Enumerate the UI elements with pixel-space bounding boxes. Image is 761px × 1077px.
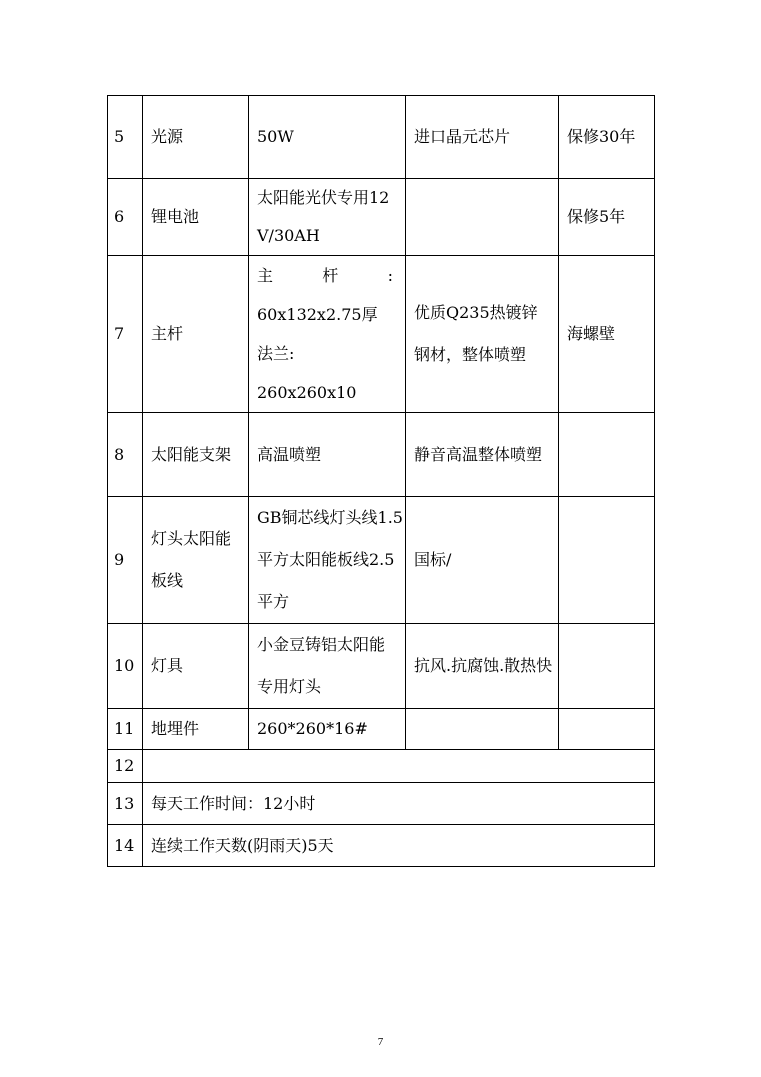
main-pole-value: 60x132x2.75厚 (257, 305, 378, 324)
item-name: 锂电池 (143, 179, 249, 256)
table-row (108, 624, 655, 709)
item-spec: 太阳能光伏专用12V/30AH (249, 179, 406, 256)
row-number: 5 (108, 96, 143, 179)
item-spec (249, 256, 406, 413)
item-spec: 50W (249, 96, 406, 179)
item-name: 光源 (143, 96, 249, 179)
row-number: 10 (108, 624, 143, 709)
item-name: 灯具 (143, 624, 249, 709)
table-row (108, 256, 655, 413)
table-row (108, 709, 655, 750)
item-desc (406, 179, 559, 256)
spec-table (107, 95, 655, 867)
item-spec: 小金豆铸铝太阳能 专用灯头 (249, 624, 406, 709)
flange-label: 法兰: (257, 344, 295, 363)
row-number: 12 (108, 750, 143, 783)
item-desc: 静音高温整体喷塑 (406, 413, 559, 497)
item-name: 地埋件 (143, 709, 249, 750)
item-note (559, 413, 655, 497)
table-row (108, 750, 655, 783)
table-row (108, 413, 655, 497)
item-desc: 抗风.抗腐蚀.散热快 (406, 624, 559, 709)
flange-value: 260x260x10 (257, 383, 357, 402)
item-note (559, 709, 655, 750)
row-number: 9 (108, 497, 143, 624)
main-pole-label: 主 杆 : (257, 266, 393, 285)
item-spec: 高温喷塑 (249, 413, 406, 497)
row-number: 13 (108, 783, 143, 825)
item-name: 主杆 (143, 256, 249, 413)
item-note: 保修5年 (559, 179, 655, 256)
item-note: 保修30年 (559, 96, 655, 179)
row-number: 14 (108, 825, 143, 867)
item-note: 海螺壁 (559, 256, 655, 413)
item-note (559, 624, 655, 709)
table-row (108, 825, 655, 867)
item-name: 太阳能支架 (143, 413, 249, 497)
table-row (108, 783, 655, 825)
table-row (108, 497, 655, 624)
row-number: 11 (108, 709, 143, 750)
item-desc: 进口晶元芯片 (406, 96, 559, 179)
item-note (559, 497, 655, 624)
rainy-days: 连续工作天数(阴雨天)5天 (143, 825, 655, 867)
item-spec: 260*260*16# (249, 709, 406, 750)
work-hours: 每天工作时间：12小时 (143, 783, 655, 825)
item-desc: 国标/ (406, 497, 559, 624)
row-number: 6 (108, 179, 143, 256)
table-row (108, 179, 655, 256)
row-number: 7 (108, 256, 143, 413)
item-desc: 优质Q235热镀锌 钢材，整体喷塑 (406, 256, 559, 413)
item-desc (406, 709, 559, 750)
item-name: 灯头太阳能 板线 (143, 497, 249, 624)
row-text (143, 750, 655, 783)
item-spec: GB铜芯线灯头线1.5平方太阳能板线2.5平方 (249, 497, 406, 624)
row-number: 8 (108, 413, 143, 497)
table-row (108, 96, 655, 179)
page-number: 7 (377, 1036, 384, 1048)
